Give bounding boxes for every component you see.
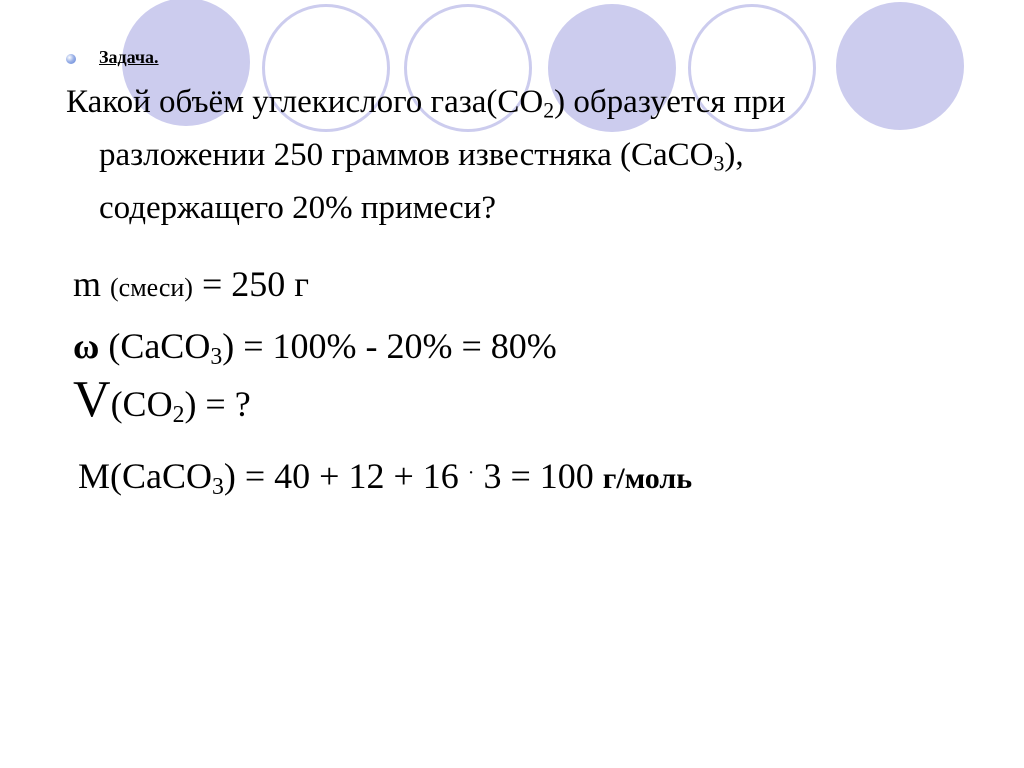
given-mass: m (смеси) = 250 г <box>73 264 310 304</box>
question-text <box>66 76 966 235</box>
given-omega: ω (CaCO$_3$) = 100% - 20% = 80% <box>73 326 557 370</box>
question-line-3: содержащего 20% примеси? <box>99 190 496 226</box>
task-label: Задача. <box>99 47 159 67</box>
question-line-1: Какой объём углекислого $газа(CO_2)$ образуется при <box>66 84 786 123</box>
given-block <box>73 255 557 433</box>
molar-mass-formula: M(CaCO$_3$) = 40 + 12 + 16 · 3 = 100 г/моль <box>78 456 693 500</box>
question-line-2: разложении 250 граммов известняка (CaCO$_3$), <box>99 137 744 176</box>
given-volume: $V(CO_2)$ = ? <box>73 371 251 428</box>
bullet-icon <box>66 54 76 64</box>
